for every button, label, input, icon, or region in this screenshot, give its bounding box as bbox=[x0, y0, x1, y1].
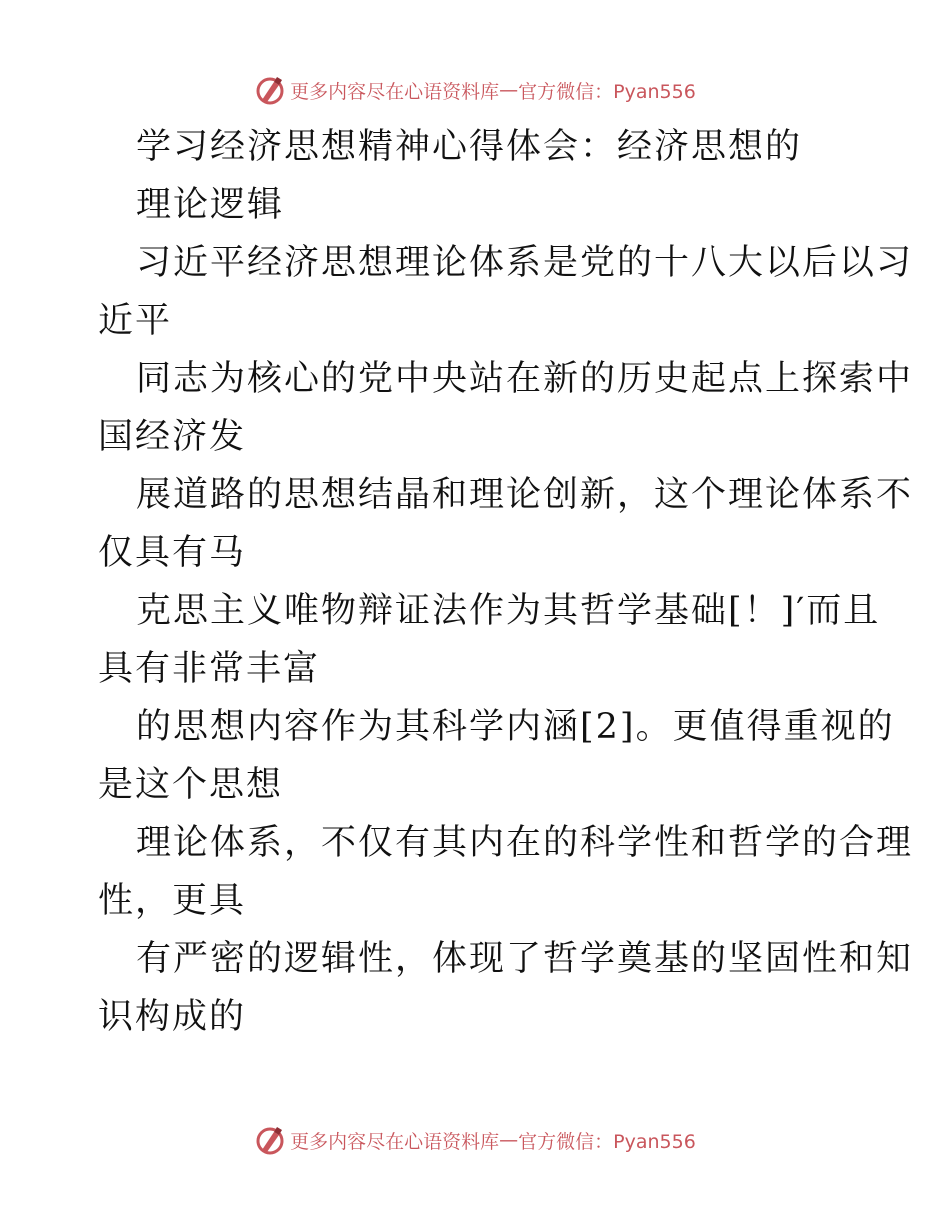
header-banner bbox=[0, 70, 950, 110]
paragraph-line: 习近平经济思想理论体系是党的十八大以后以习 bbox=[136, 243, 914, 283]
paragraph-line: 同志为核心的党中央站在新的历史起点上探索中 bbox=[136, 359, 914, 399]
paragraph-line: 国经济发 bbox=[98, 417, 247, 457]
banner-separator: — bbox=[499, 1129, 519, 1151]
title-line-2: 理论逻辑 bbox=[136, 185, 285, 225]
footer-banner bbox=[0, 1120, 950, 1160]
banner-wechat: 官方微信：Pyan556 bbox=[518, 80, 696, 103]
document-body bbox=[98, 118, 914, 1046]
pen-circle-logo-icon bbox=[254, 1124, 286, 1156]
paragraph-line: 理论体系，不仅有其内在的科学性和哲学的合理 bbox=[136, 823, 914, 863]
paragraph-line: 识构成的 bbox=[98, 997, 247, 1037]
paragraph-line: 是这个思想 bbox=[98, 765, 284, 805]
paragraph-line: 仅具有马 bbox=[98, 533, 247, 573]
title-line-1: 学习经济思想精神心得体会：经济思想的 bbox=[136, 127, 803, 167]
paragraph-line: 的思想内容作为其科学内涵[2]。更值得重视的 bbox=[136, 707, 895, 747]
pen-circle-logo-icon bbox=[254, 74, 286, 106]
paragraph-line: 克思主义唯物辩证法作为其哲学基础[！]′而且 bbox=[136, 591, 881, 631]
paragraph-line: 具有非常丰富 bbox=[98, 649, 321, 689]
paragraph-line: 有严密的逻辑性，体现了哲学奠基的坚固性和知 bbox=[136, 939, 914, 979]
paragraph-line: 展道路的思想结晶和理论创新，这个理论体系不 bbox=[136, 475, 914, 515]
banner-wechat: 官方微信：Pyan556 bbox=[518, 1130, 696, 1153]
banner-text: 更多内容尽在心语资料库 bbox=[290, 1130, 500, 1153]
banner-text: 更多内容尽在心语资料库 bbox=[290, 80, 500, 103]
banner-separator: — bbox=[499, 79, 519, 101]
paragraph-line: 性，更具 bbox=[98, 881, 247, 921]
paragraph-line: 近平 bbox=[98, 301, 173, 341]
